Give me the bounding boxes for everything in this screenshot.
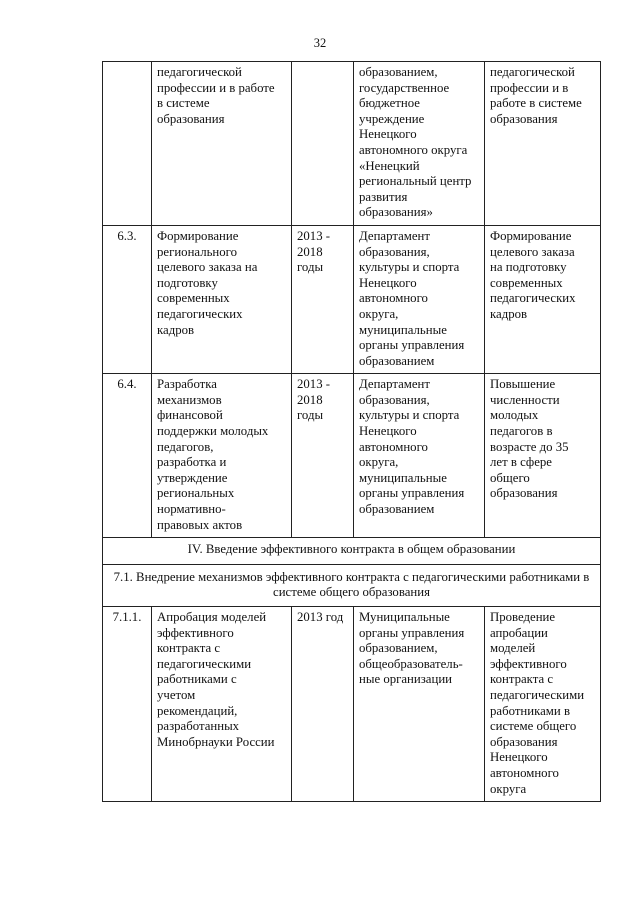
table-row <box>103 374 601 538</box>
table-row <box>103 225 601 373</box>
activity-description: Разработка механизмов финансовой поддержки молодых педагогов, разработка и утверждение региональных нормативно- правовых актов <box>152 374 292 538</box>
implementation-period: 2013 - 2018 годы <box>292 374 354 538</box>
row-number: 7.1.1. <box>103 607 152 802</box>
implementation-period <box>292 62 354 226</box>
activity-description: педагогической профессии и в работе в системе образования <box>152 62 292 226</box>
activity-description: Апробация моделей эффективного контракта с педагогическими работниками с учетом рекомендаций, разработанных Минобрнауки России <box>152 607 292 802</box>
activity-table <box>102 61 601 802</box>
responsible-parties: Департамент образования, культуры и спорта Ненецкого автономного округа, муниципальные органы управления образованием <box>354 374 485 538</box>
table-row <box>103 62 601 226</box>
table-row <box>103 607 601 802</box>
subsection-heading-row <box>103 564 601 606</box>
row-number: 6.4. <box>103 374 152 538</box>
responsible-parties: Муниципальные органы управления образованием, общеобразователь- ные организации <box>354 607 485 802</box>
activity-description: Формирование регионального целевого заказа на подготовку современных педагогических кадров <box>152 225 292 373</box>
expected-result: педагогической профессии и в работе в системе образования <box>485 62 601 226</box>
responsible-parties: Департамент образования, культуры и спорта Ненецкого автономного округа, муниципальные органы управления образованием <box>354 225 485 373</box>
expected-result: Проведение апробации моделей эффективного контракта с педагогическими работниками в системе общего образования Ненецкого автономного округа <box>485 607 601 802</box>
subsection-title: 7.1. Внедрение механизмов эффективного контракта с педагогическими работниками в системе общего образования <box>103 564 601 606</box>
row-number: 6.3. <box>103 225 152 373</box>
implementation-period: 2013 - 2018 годы <box>292 225 354 373</box>
section-title: IV. Введение эффективного контракта в общем образовании <box>103 538 601 565</box>
expected-result: Формирование целевого заказа на подготовку современных педагогических кадров <box>485 225 601 373</box>
implementation-period: 2013 год <box>292 607 354 802</box>
page-number: 32 <box>313 36 327 50</box>
row-number <box>103 62 152 226</box>
section-heading-row <box>103 538 601 565</box>
expected-result: Повышение численности молодых педагогов в возрасте до 35 лет в сфере общего образования <box>485 374 601 538</box>
responsible-parties: образованием, государственное бюджетное учреждение Ненецкого автономного округа «Ненецкий региональный центр развития образования» <box>354 62 485 226</box>
